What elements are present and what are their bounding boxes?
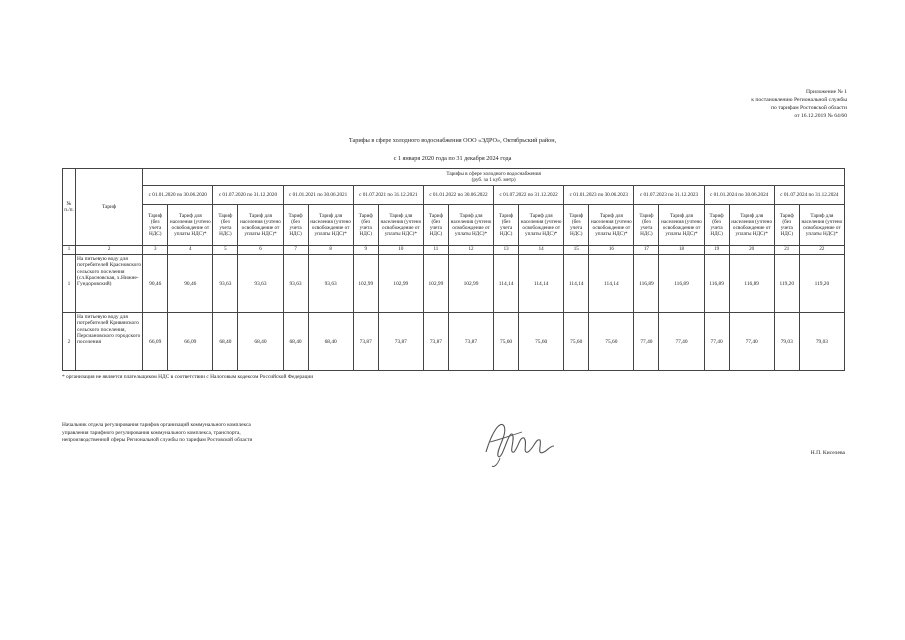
appendix-line: по тарифам Ростовской области <box>771 105 847 111</box>
header-period: с 01.07.2023 по 31.12.2023 <box>634 186 704 205</box>
tariff-value: 75,60 <box>589 313 634 371</box>
tariff-value: 75,60 <box>519 313 564 371</box>
tariff-value: 77,40 <box>659 313 704 371</box>
footnote: * организация не является плательщиком НДС в соответствии с Налоговым кодексом Российской Федерации <box>62 374 314 380</box>
tariff-value: 90,46 <box>143 255 168 313</box>
header-period: с 01.01.2022 по 30.06.2022 <box>423 186 493 205</box>
header-period: с 01.07.2020 по 31.12.2020 <box>213 186 283 205</box>
tariff-value: 73,87 <box>423 313 448 371</box>
column-number: 1 <box>63 246 76 255</box>
column-number: 9 <box>353 246 378 255</box>
row-description-text: На питьевую воду для потребителей Красновского сельского поселения (сл.Красновская, х.Нижне-Гундоровский) <box>77 256 142 288</box>
row-number: 2 <box>63 313 76 371</box>
column-number: 22 <box>799 246 844 255</box>
column-number: 13 <box>494 246 519 255</box>
header-no-vat: Тариф (без учета НДС) <box>423 205 448 246</box>
column-number: 12 <box>448 246 493 255</box>
signer-position-line: непроизводственной сферы Региональной службы по тарифам Ростовской области <box>62 437 253 444</box>
tariff-value: 73,87 <box>378 313 423 371</box>
table-row <box>63 255 845 313</box>
tariff-value: 93,63 <box>238 255 283 313</box>
header-tariff: Тариф <box>76 169 143 246</box>
tariff-value: 114,14 <box>519 255 564 313</box>
column-number: 16 <box>589 246 634 255</box>
tariff-value: 77,40 <box>704 313 729 371</box>
header-period: с 01.01.2023 по 30.06.2023 <box>564 186 634 205</box>
header-population: Тариф для населения (учтено освобождение от уплаты НДС)* <box>799 205 844 246</box>
tariff-value: 75,60 <box>494 313 519 371</box>
signer-position-line: Начальник отдела регулирования тарифов организаций коммунального комплекса <box>62 422 251 428</box>
column-number: 8 <box>308 246 353 255</box>
tariff-value: 93,63 <box>213 255 238 313</box>
tariff-value: 119,20 <box>774 255 799 313</box>
column-number: 17 <box>634 246 659 255</box>
row-description <box>76 255 143 313</box>
header-period: с 01.01.2020 по 30.06.2020 <box>143 186 213 205</box>
header-no-vat: Тариф (без учета НДС) <box>143 205 168 246</box>
column-number: 19 <box>704 246 729 255</box>
tariff-value: 79,03 <box>799 313 844 371</box>
row-number: 1 <box>63 255 76 313</box>
signer-name: Н.П. Киселева <box>810 450 845 456</box>
header-period: с 01.07.2024 по 31.12.2024 <box>774 186 844 205</box>
tariff-value: 73,87 <box>353 313 378 371</box>
column-number: 14 <box>519 246 564 255</box>
column-number: 10 <box>378 246 423 255</box>
header-period: с 01.07.2021 по 31.12.2021 <box>353 186 423 205</box>
header-population: Тариф для населения (учтено освобождение от уплаты НДС)* <box>729 205 774 246</box>
tariff-table <box>62 168 845 371</box>
signature-icon <box>478 412 558 470</box>
column-number: 2 <box>76 246 143 255</box>
appendix-line: к постановлению Региональной службы <box>751 97 847 103</box>
signer-position <box>62 422 322 445</box>
tariff-value: 114,14 <box>564 255 589 313</box>
tariff-value: 114,14 <box>589 255 634 313</box>
tariff-value: 68,40 <box>308 313 353 371</box>
table-row <box>63 313 845 371</box>
column-number: 4 <box>168 246 213 255</box>
tariff-value: 68,40 <box>238 313 283 371</box>
header-no-vat: Тариф (без учета НДС) <box>704 205 729 246</box>
tariff-value: 93,63 <box>308 255 353 313</box>
header-population: Тариф для населения (учтено освобождение от уплаты НДС)* <box>378 205 423 246</box>
tariff-value: 77,40 <box>634 313 659 371</box>
appendix-block <box>607 88 847 120</box>
appendix-line: от 16.12.2019 № 64/60 <box>794 113 847 119</box>
column-number: 7 <box>283 246 308 255</box>
header-population: Тариф для населения (учтено освобождение от уплаты НДС)* <box>308 205 353 246</box>
header-no-vat: Тариф (без учета НДС) <box>353 205 378 246</box>
header-group <box>143 169 845 186</box>
header-population: Тариф для населения (учтено освобождение от уплаты НДС)* <box>589 205 634 246</box>
column-number: 20 <box>729 246 774 255</box>
header-period: с 01.07.2022 по 31.12.2022 <box>494 186 564 205</box>
header-period: с 01.01.2024 по 30.06.2024 <box>704 186 774 205</box>
header-population: Тариф для населения (учтено освобождение от уплаты НДС)* <box>659 205 704 246</box>
tariff-value: 114,14 <box>494 255 519 313</box>
document-period: с 1 января 2020 года по 31 декабря 2024 года <box>393 155 512 162</box>
column-number: 21 <box>774 246 799 255</box>
tariff-value: 116,89 <box>704 255 729 313</box>
column-number: 11 <box>423 246 448 255</box>
header-no-vat: Тариф (без учета НДС) <box>213 205 238 246</box>
row-description <box>76 313 143 371</box>
header-no-vat: Тариф (без учета НДС) <box>774 205 799 246</box>
header-population: Тариф для населения (учтено освобождение от уплаты НДС)* <box>448 205 493 246</box>
tariff-value: 116,89 <box>634 255 659 313</box>
header-no-vat: Тариф (без учета НДС) <box>564 205 589 246</box>
column-number: 5 <box>213 246 238 255</box>
tariff-value: 116,89 <box>729 255 774 313</box>
appendix-line: Приложение № 1 <box>806 89 847 95</box>
column-number: 18 <box>659 246 704 255</box>
tariff-value: 102,99 <box>378 255 423 313</box>
tariff-value: 93,63 <box>283 255 308 313</box>
tariff-value: 90,46 <box>168 255 213 313</box>
tariff-value: 119,20 <box>799 255 844 313</box>
header-no-vat: Тариф (без учета НДС) <box>494 205 519 246</box>
tariff-value: 116,89 <box>659 255 704 313</box>
column-number: 3 <box>143 246 168 255</box>
tariff-value: 102,99 <box>353 255 378 313</box>
column-number: 6 <box>238 246 283 255</box>
header-population: Тариф для населения (учтено освобождение от уплаты НДС)* <box>238 205 283 246</box>
tariff-value: 68,40 <box>283 313 308 371</box>
document-title: Тарифы в сфере холодного водоснабжения ООО «ЭДРО», Октябрьский район, <box>348 137 557 144</box>
header-period: с 01.01.2021 по 30.06.2021 <box>283 186 353 205</box>
header-population: Тариф для населения (учтено освобождение от уплаты НДС)* <box>519 205 564 246</box>
column-number-row <box>63 246 845 255</box>
tariff-value: 102,99 <box>448 255 493 313</box>
header-group-line: Тарифы в сфере холодного водоснабжения <box>446 170 541 177</box>
tariff-value: 68,40 <box>213 313 238 371</box>
tariff-value: 66,09 <box>143 313 168 371</box>
header-no-vat: Тариф (без учета НДС) <box>283 205 308 246</box>
tariff-value: 73,87 <box>448 313 493 371</box>
header-no: № п./п. <box>63 169 76 246</box>
tariff-value: 102,99 <box>423 255 448 313</box>
header-population: Тариф для населения (учтено освобождение от уплаты НДС)* <box>168 205 213 246</box>
column-number: 15 <box>564 246 589 255</box>
tariff-value: 75,60 <box>564 313 589 371</box>
signer-position-line: управления тарифного регулирования коммунального комплекса, транспорта, <box>62 429 241 436</box>
tariff-value: 77,40 <box>729 313 774 371</box>
header-group-line: (руб. за 1 куб. метр) <box>471 177 516 183</box>
tariff-value: 66,09 <box>168 313 213 371</box>
row-description-text: На питьевую воду для потребителей Кривянского сельского поселения, Персиановского городского поселения <box>77 314 141 346</box>
tariff-value: 79,03 <box>774 313 799 371</box>
header-no-vat: Тариф (без учета НДС) <box>634 205 659 246</box>
